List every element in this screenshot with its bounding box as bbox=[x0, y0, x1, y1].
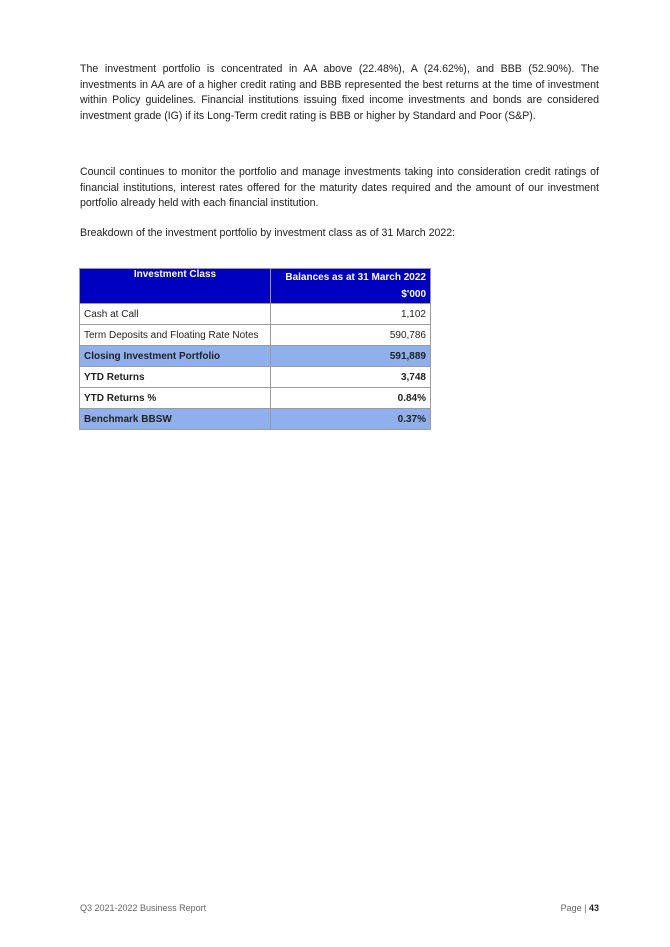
table-row bbox=[80, 325, 431, 346]
row-value: 3,748 bbox=[271, 367, 431, 388]
row-label: Benchmark BBSW bbox=[80, 409, 271, 430]
table-row-closing-portfolio bbox=[80, 346, 431, 367]
header-balance-unit: $'000 bbox=[401, 289, 426, 300]
row-value: 590,786 bbox=[271, 325, 431, 346]
row-label: Closing Investment Portfolio bbox=[80, 346, 271, 367]
row-value: 1,102 bbox=[271, 304, 431, 325]
header-balance-label: Balances as at 31 March 2022 bbox=[285, 272, 426, 283]
portfolio-concentration-paragraph: The investment portfolio is concentrated in AA above (22.48%), A (24.62%), and BBB (52.90%). The investments in AA are of a higher credit rating and BBB represented the best returns at the time of investment within Policy guidelines. Financial institutions issuing fixed income investments and bonds are considered investment grade (IG) if its Long-Term credit rating is BBB or higher by Standard and Poor (S&P). bbox=[80, 63, 599, 122]
row-label: YTD Returns % bbox=[80, 388, 271, 409]
table-row-ytd-returns-percent bbox=[80, 388, 431, 409]
row-label: Term Deposits and Floating Rate Notes bbox=[80, 325, 271, 346]
page-label: Page | bbox=[560, 903, 587, 913]
row-label: Cash at Call bbox=[80, 304, 271, 325]
footer-report-title: Q3 2021-2022 Business Report bbox=[80, 903, 207, 913]
row-value: 0.84% bbox=[271, 388, 431, 409]
header-balance bbox=[271, 269, 431, 304]
row-label: YTD Returns bbox=[80, 367, 271, 388]
table-row bbox=[80, 304, 431, 325]
table-row-ytd-returns bbox=[80, 367, 431, 388]
breakdown-intro-paragraph: Breakdown of the investment portfolio by investment class as of 31 March 2022: bbox=[80, 227, 456, 239]
investment-class-table bbox=[79, 268, 431, 430]
row-value: 0.37% bbox=[271, 409, 431, 430]
monitoring-paragraph: Council continues to monitor the portfolio and manage investments taking into consideration credit ratings of financial institutions, interest rates offered for the maturity dates required and the amount of our investment portfolio already held with each financial institution. bbox=[80, 166, 599, 209]
page-number: 43 bbox=[588, 903, 599, 913]
table-row-benchmark bbox=[80, 409, 431, 430]
footer-page-number bbox=[561, 903, 599, 913]
table-header-row bbox=[80, 269, 431, 304]
row-value: 591,889 bbox=[271, 346, 431, 367]
header-investment-class: Investment Class bbox=[80, 269, 271, 304]
